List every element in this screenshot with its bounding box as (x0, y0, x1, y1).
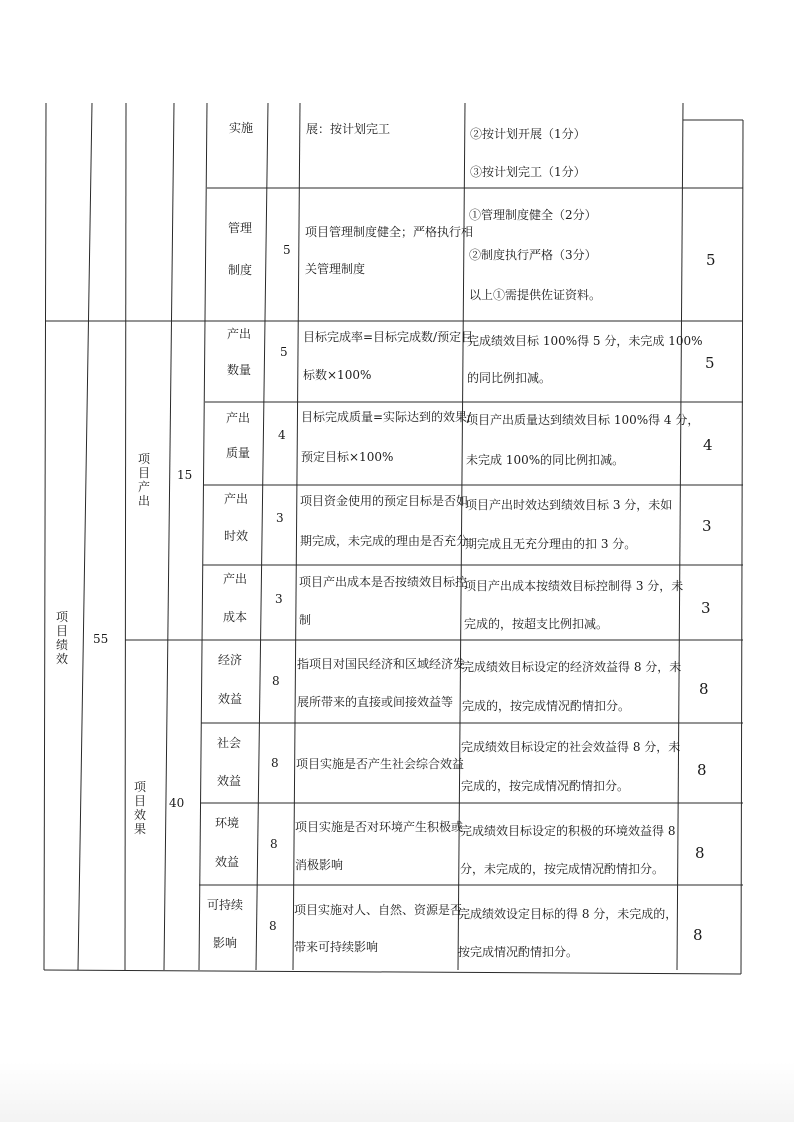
description-line: 项目管理制度健全；严格执行相 (305, 225, 474, 239)
indicator-label: 产出 (223, 572, 248, 586)
sub-effect-weight: 40 (169, 796, 185, 810)
criteria-line: 项目产出质量达到绩效目标 100%得 4 分， (466, 413, 700, 427)
criteria-line: ②按计划开展（1分） (470, 127, 586, 141)
criteria-line: 以上①需提供佐证资料。 (469, 288, 602, 302)
criteria-line: 完成绩效设定目标的得 8 分，未完成的， (458, 907, 678, 921)
indicator-label: 产出 (227, 327, 252, 341)
criteria-line: ②制度执行严格（3分） (469, 248, 597, 262)
criteria-line: 项目产出时效达到绩效目标 3 分，未如 (465, 498, 673, 512)
criteria-line: 按完成情况酌情扣分。 (458, 945, 579, 959)
description-line: 项目实施是否对环境产生积极或 (295, 820, 464, 834)
points-value: 5 (280, 345, 288, 359)
score-value: 8 (693, 926, 703, 944)
criteria-line: 的同比例扣减。 (467, 371, 552, 385)
score-value: 8 (699, 680, 709, 698)
score-value: 5 (706, 251, 716, 269)
indicator-label: 效益 (218, 692, 243, 706)
description-line: 项目实施对人、自然、资源是否 (294, 903, 463, 917)
indicator-label: 效益 (217, 774, 242, 788)
score-value: 4 (703, 436, 713, 454)
criteria-line: 完成绩效目标 100%得 5 分，未完成 100% (467, 334, 703, 348)
indicator-label: 社会 (217, 736, 242, 750)
points-value: 8 (271, 756, 279, 770)
description-line: 指项目对国民经济和区域经济发 (297, 657, 466, 671)
sub-output-weight: 15 (177, 468, 193, 482)
indicator-label: 产出 (226, 411, 251, 425)
score-value: 3 (701, 599, 711, 617)
points-value: 4 (278, 428, 286, 442)
indicator-label: 制度 (228, 263, 253, 277)
description-line: 展所带来的直接或间接效益等 (297, 695, 454, 709)
points-value: 8 (269, 919, 277, 933)
score-value: 8 (697, 761, 707, 779)
points-value: 3 (275, 592, 283, 606)
indicator-label: 效益 (215, 855, 240, 869)
indicator-label: 数量 (227, 363, 252, 377)
criteria-line: 完成的，按完成情况酌情扣分。 (461, 779, 630, 793)
criteria-line: 未完成 100%的同比例扣减。 (466, 453, 625, 467)
criteria-line: 完成绩效目标设定的经济效益得 8 分，未 (462, 660, 682, 674)
indicator-label: 管理 (228, 221, 253, 235)
points-value: 8 (270, 837, 278, 851)
description-line: 项目实施是否产生社会综合效益 (296, 757, 465, 771)
description-line: 标数×100% (303, 368, 372, 382)
description-line: 目标完成率=目标完成数/预定目 (303, 330, 474, 344)
points-value: 3 (276, 511, 284, 525)
description-line: 展：按计划完工 (306, 122, 391, 136)
score-value: 5 (705, 354, 715, 372)
description-line: 目标完成质量=实际达到的效果/ (301, 410, 472, 424)
points-value: 5 (283, 243, 291, 257)
score-value: 3 (702, 517, 712, 535)
description-line: 期完成，未完成的理由是否充分 (300, 534, 469, 548)
description-line: 制 (299, 613, 312, 627)
description-line: 带来可持续影响 (294, 940, 379, 954)
description-line: 消极影响 (295, 858, 344, 872)
indicator-label: 影响 (213, 936, 238, 950)
indicator-label: 经济 (218, 653, 243, 667)
indicator-label: 时效 (224, 529, 249, 543)
category-name: 项目绩效 (55, 610, 68, 666)
criteria-line: 完成的，按完成情况酌情扣分。 (462, 699, 631, 713)
criteria-line: ③按计划完工（1分） (470, 165, 586, 179)
description-line: 预定目标×100% (301, 450, 394, 464)
criteria-line: 项目产出成本按绩效目标控制得 3 分，未 (464, 579, 684, 593)
score-value: 8 (695, 844, 705, 862)
criteria-line: 完成的，按超支比例扣减。 (464, 617, 609, 631)
criteria-line: 分，未完成的，按完成情况酌情扣分。 (460, 862, 665, 876)
points-value: 8 (272, 674, 280, 688)
sub-effect-name: 项目效果 (133, 780, 146, 836)
indicator-label: 成本 (223, 610, 248, 624)
indicator-label: 实施 (229, 121, 254, 135)
criteria-line: 期完成且无充分理由的扣 3 分。 (465, 537, 637, 551)
indicator-label: 质量 (226, 446, 251, 460)
sub-output-name: 项目产出 (137, 452, 150, 508)
criteria-line: ①管理制度健全（2分） (469, 208, 597, 222)
indicator-label: 产出 (224, 492, 249, 506)
description-line: 项目资金使用的预定目标是否如 (300, 494, 469, 508)
description-line: 项目产出成本是否按绩效目标控 (299, 575, 468, 589)
criteria-line: 完成绩效目标设定的积极的环境效益得 8 (460, 824, 676, 838)
indicator-label: 环境 (215, 816, 240, 830)
description-line: 关管理制度 (305, 262, 366, 276)
category-weight: 55 (93, 632, 109, 646)
indicator-label: 可持续 (207, 898, 244, 912)
criteria-line: 完成绩效目标设定的社会效益得 8 分，未 (461, 740, 681, 754)
